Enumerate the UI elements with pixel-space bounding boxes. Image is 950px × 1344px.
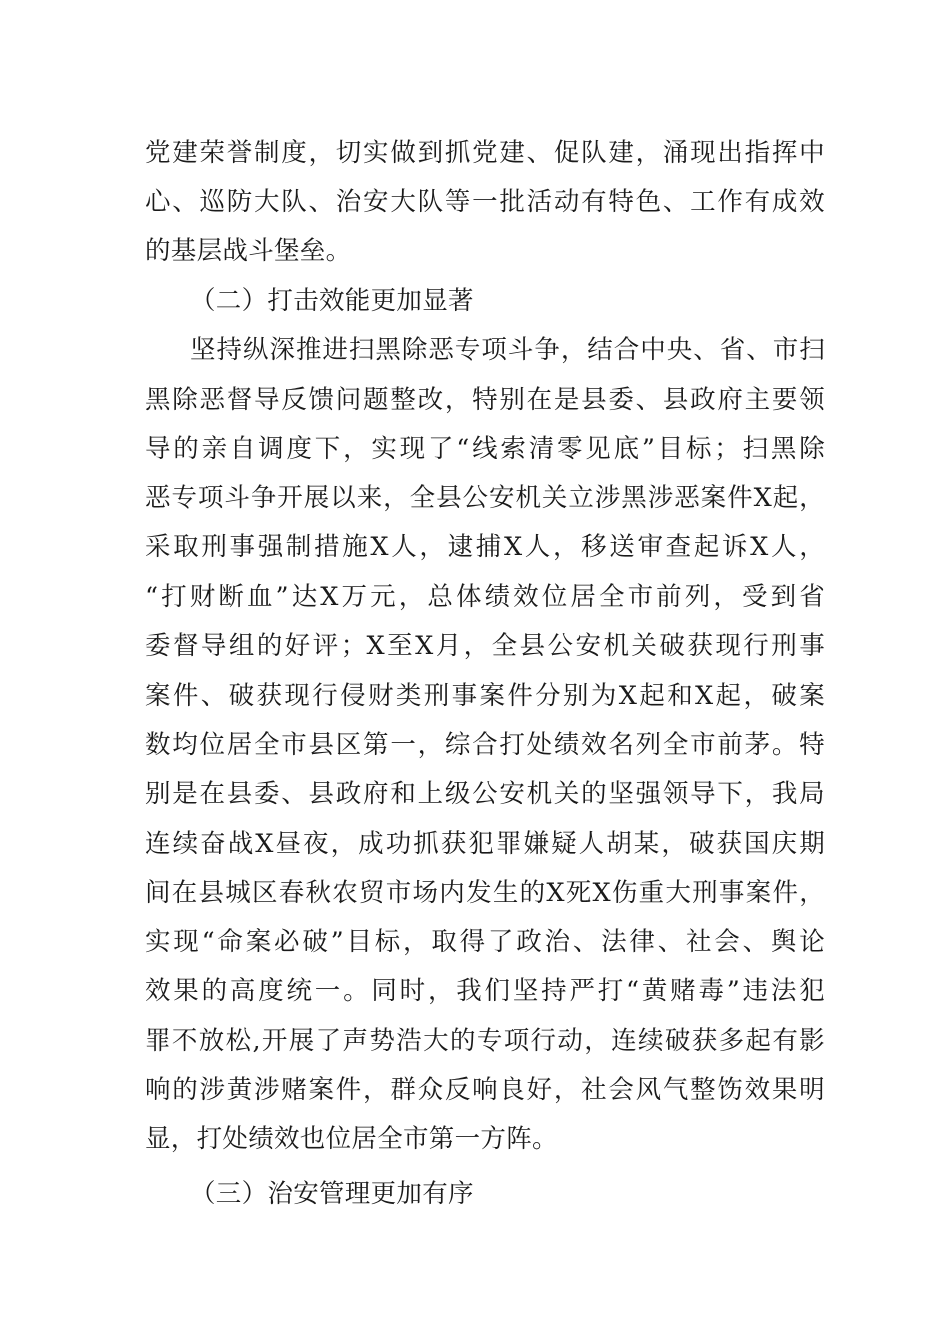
section-heading-3: （三）治安管理更加有序 (190, 1179, 474, 1209)
paragraph-2-line-1: 坚持纵深推进扫黑除恶专项斗争，结合中央、省、市扫 (190, 335, 825, 365)
paragraph-2-line-15: 罪不放松,开展了声势浩大的专项行动，连续破获多起有影 (145, 1026, 825, 1056)
paragraph-2-line-14: 效果的高度统一。同时，我们坚持严打“黄赌毒”违法犯 (145, 976, 825, 1006)
paragraph-2-line-4: 恶专项斗争开展以来，全县公安机关立涉黑涉恶案件X起， (145, 483, 825, 513)
paragraph-2-line-16: 响的涉黄涉赌案件，群众反响良好，社会风气整饬效果明 (145, 1075, 825, 1105)
paragraph-2-line-11: 连续奋战X昼夜，成功抓获犯罪嫌疑人胡某，破获国庆期 (145, 829, 825, 859)
paragraph-2-line-9: 数均位居全市县区第一，综合打处绩效名列全市前茅。特 (145, 730, 825, 760)
paragraph-2-line-7: 委督导组的好评；X至X月，全县公安机关破获现行刑事 (145, 631, 825, 661)
paragraph-2-line-5: 采取刑事强制措施X人，逮捕X人，移送审查起诉X人， (145, 532, 825, 562)
paragraph-2-line-6: “打财断血”达X万元，总体绩效位居全市前列，受到省 (145, 582, 825, 612)
paragraph-2-line-12: 间在县城区春秋农贸市场内发生的X死X伤重大刑事案件， (145, 878, 825, 908)
paragraph-2-line-17: 显，打处绩效也位居全市第一方阵。 (145, 1124, 558, 1154)
paragraph-2-line-3: 导的亲自调度下，实现了“线索清零见底”目标；扫黑除 (145, 434, 825, 464)
paragraph-2-line-10: 别是在县委、县政府和上级公安机关的坚强领导下，我局 (145, 779, 825, 809)
paragraph-2-line-8: 案件、破获现行侵财类刑事案件分别为X起和X起，破案 (145, 681, 825, 711)
paragraph-1-line-1: 党建荣誉制度，切实做到抓党建、促队建，涌现出指挥中 (145, 138, 825, 168)
paragraph-1-line-2: 心、巡防大队、治安大队等一批活动有特色、工作有成效 (145, 187, 825, 217)
section-heading-2: （二）打击效能更加显著 (190, 286, 474, 316)
paragraph-1-line-3: 的基层战斗堡垒。 (145, 236, 352, 266)
paragraph-2-line-13: 实现“命案必破”目标，取得了政治、法律、社会、舆论 (145, 927, 825, 957)
paragraph-2-line-2: 黑除恶督导反馈问题整改，特别在是县委、县政府主要领 (145, 385, 825, 415)
